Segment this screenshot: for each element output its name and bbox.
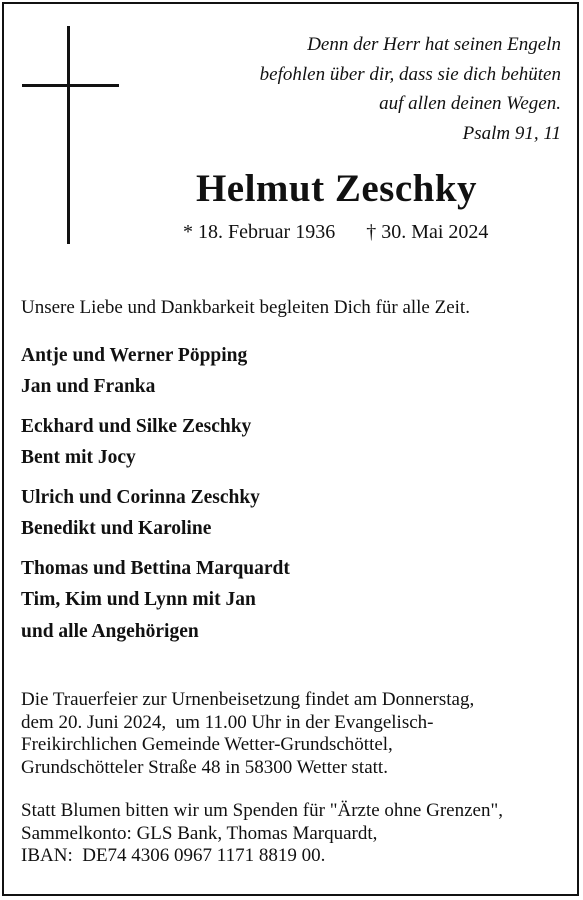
family-children: Bent mit Jocy <box>21 447 136 468</box>
verse-line: Denn der Herr hat seinen Engeln <box>307 34 561 55</box>
donation-line: Sammelkonto: GLS Bank, Thomas Marquardt, <box>21 822 378 844</box>
birth-date: * 18. Februar 1936 <box>183 221 336 243</box>
family-parents: Thomas und Bettina Marquardt <box>21 558 290 579</box>
family-parents: Eckhard und Silke Zeschky <box>21 416 252 437</box>
family-children: Tim, Kim und Lynn mit Jan <box>21 589 256 610</box>
family-parents: Antje und Werner Pöpping <box>21 345 248 366</box>
donation-info <box>21 800 503 868</box>
family-group <box>21 340 290 402</box>
family-group <box>21 482 290 544</box>
ceremony-line: Grundschötteler Straße 48 in 58300 Wetter statt. <box>21 756 388 778</box>
mourners-list <box>21 340 290 624</box>
donation-line: Statt Blumen bitten wir um Spenden für "Ärzte ohne Grenzen", <box>21 800 503 821</box>
donation-iban: IBAN: DE74 4306 0967 1171 8819 00. <box>21 845 326 866</box>
ceremony-line: Die Trauerfeier zur Urnenbeisetzung findet am Donnerstag, <box>21 689 475 710</box>
ceremony-info <box>21 689 474 779</box>
family-children: Benedikt und Karoline <box>21 518 212 539</box>
ceremony-line: dem 20. Juni 2024, um 11.00 Uhr in der Evangelisch- <box>21 711 434 733</box>
ceremony-line: Freikirchlichen Gemeinde Wetter-Grundschöttel, <box>21 734 393 755</box>
death-date: † 30. Mai 2024 <box>366 221 489 243</box>
cross-horizontal-bar <box>22 84 119 87</box>
intro-text: Unsere Liebe und Dankbarkeit begleiten Dich für alle Zeit. <box>21 297 470 318</box>
family-group <box>21 553 290 615</box>
all-relatives: und alle Angehörigen <box>21 621 199 642</box>
verse-reference: Psalm 91, 11 <box>462 122 561 144</box>
family-parents: Ulrich und Corinna Zeschky <box>21 487 260 508</box>
verse-line: befohlen über dir, dass sie dich behüten <box>259 63 561 85</box>
family-group <box>21 411 290 473</box>
bible-verse <box>260 30 561 148</box>
family-children: Jan und Franka <box>21 376 156 397</box>
life-dates <box>183 221 488 244</box>
verse-line: auf allen deinen Wegen. <box>379 93 561 114</box>
cross-vertical-bar <box>67 26 70 244</box>
deceased-name: Helmut Zeschky <box>195 167 478 210</box>
